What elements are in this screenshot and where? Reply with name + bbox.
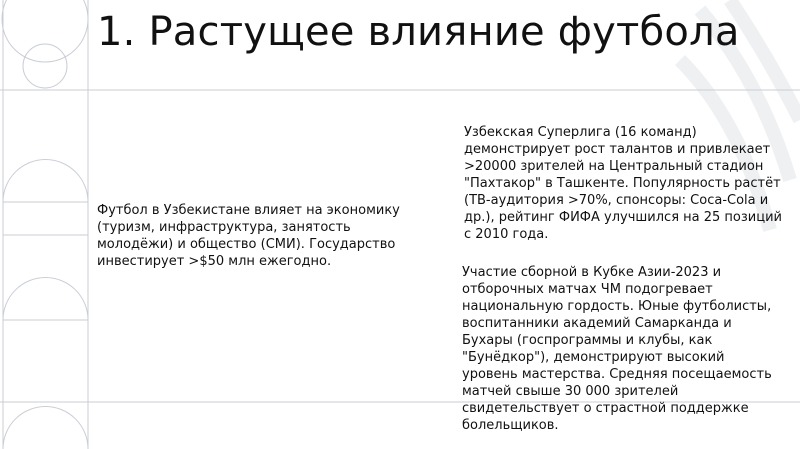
right-paragraph-superleague: Узбекская Суперлига (16 команд) демонстрирует рост талантов и привлекает >20000 зрителей на Центральный стадион "Пахтакор" в Ташкенте. Популярность растёт (ТВ-аудитория >70%, спонсоры: Coca-Cola и др.), рейтинг ФИФА улучшился на 25 позиций с 2010 года.	[464, 125, 782, 242]
right-paragraph-national-team: Участие сборной в Кубке Азии-2023 и отборочных матчах ЧМ подогревает национальную гордость. Юные футболисты, воспитанники академий Самарканда и Бухары (госпрограммы и клубы, как "Бунёдкор"), демонстрируют высокий уровень мастерства. Средняя посещаемость матчей свыше 30 000 зрителей свидетельствует о страстной поддержке болельщиков.	[462, 265, 772, 433]
slide-title: 1. Растущее влияние футбола	[97, 9, 740, 55]
left-paragraph: Футбол в Узбекистане влияет на экономику (туризм, инфраструктура, занятость молодёжи) и общество (СМИ). Государство инвестирует >$50 млн ежегодно.	[97, 203, 400, 269]
